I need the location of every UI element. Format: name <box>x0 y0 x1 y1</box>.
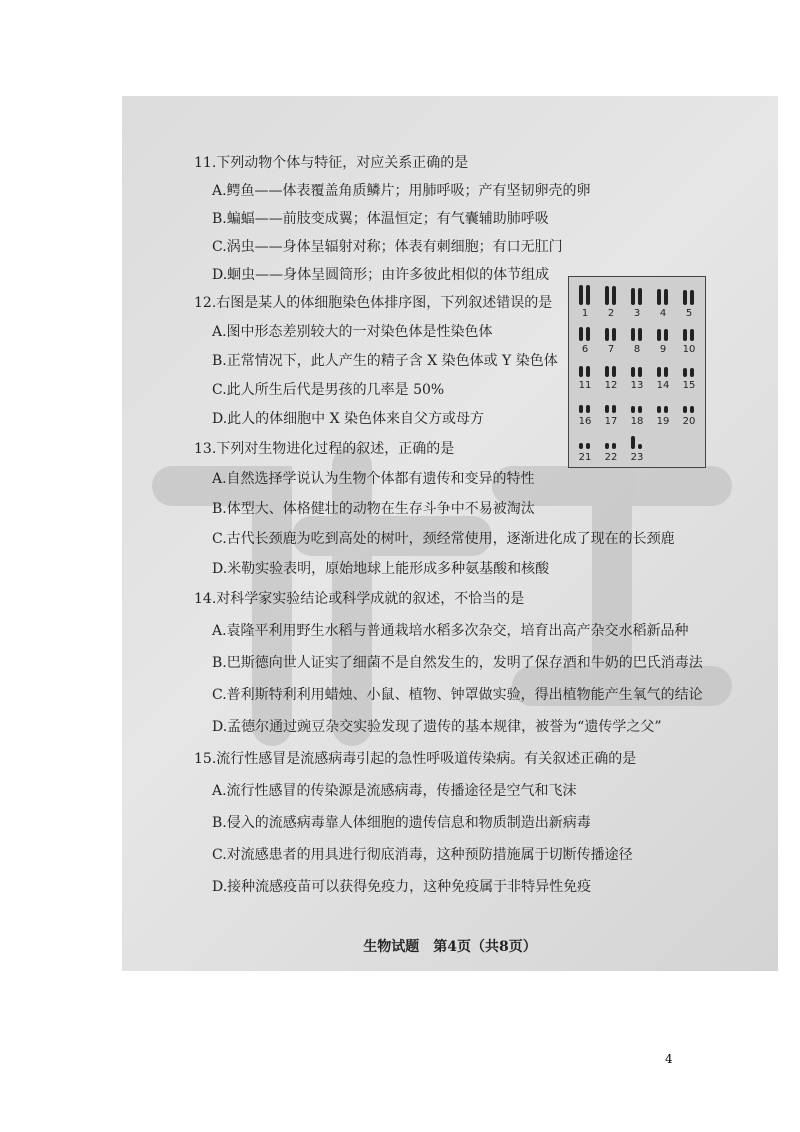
question-12-stem: 12.右图是某人的体细胞染色体排序图，下列叙述错误的是 <box>194 295 553 311</box>
question-12-option-d: D.此人的体细胞中 X 染色体来自父方或母方 <box>212 411 485 427</box>
chromosome-pair-22: 22 <box>599 427 623 463</box>
chromosome-pair-13: 13 <box>625 355 649 391</box>
exam-page-photo <box>122 96 778 971</box>
chromosome-pair-14: 14 <box>651 355 675 391</box>
chromosome-pair-11: 11 <box>573 355 597 391</box>
karyotype-row <box>569 391 705 427</box>
question-11-option-c: C.涡虫——身体呈辐射对称；体表有刺细胞；有口无肛门 <box>212 239 563 255</box>
chromosome-pair-9: 9 <box>651 319 675 355</box>
question-15-stem: 15.流行性感冒是流感病毒引起的急性呼吸道传染病。有关叙述正确的是 <box>194 751 637 767</box>
chromosome-pair-23: 23 <box>625 427 649 463</box>
chromosome-pair-15: 15 <box>677 355 701 391</box>
karyotype-row <box>569 319 705 355</box>
question-15-option-b: B.侵入的流感病毒靠人体细胞的遗传信息和物质制造出新病毒 <box>212 815 591 831</box>
question-13-stem: 13.下列对生物进化过程的叙述，正确的是 <box>194 441 455 457</box>
question-14-option-c: C.普利斯特利利用蜡烛、小鼠、植物、钟罩做实验，得出植物能产生氧气的结论 <box>212 687 703 703</box>
question-14-stem: 14.对科学家实验结论或科学成就的叙述，不恰当的是 <box>194 591 525 607</box>
karyotype-row <box>569 427 705 463</box>
question-12-option-a: A.图中形态差别较大的一对染色体是性染色体 <box>212 324 493 340</box>
question-15-option-a: A.流行性感冒的传染源是流感病毒，传播途径是空气和飞沫 <box>212 783 577 799</box>
question-11-option-d: D.蛔虫——身体呈圆筒形；由许多彼此相似的体节组成 <box>212 267 550 283</box>
question-13-option-c: C.古代长颈鹿为吃到高处的树叶，颈经常使用，逐渐进化成了现在的长颈鹿 <box>212 531 675 547</box>
chromosome-pair-8: 8 <box>625 319 649 355</box>
chromosome-pair-3: 3 <box>625 283 649 319</box>
question-15-option-d: D.接种流感疫苗可以获得免疫力，这种免疫属于非特异性免疫 <box>212 879 592 895</box>
question-11-option-b: B.蝙蝠——前肢变成翼；体温恒定；有气囊辅助肺呼吸 <box>212 211 549 227</box>
question-13-option-b: B.体型大、体格健壮的动物在生存斗争中不易被淘汰 <box>212 501 535 517</box>
page-number: 4 <box>665 1052 673 1066</box>
question-11-option-a: A.鳄鱼——体表覆盖角质鳞片；用肺呼吸；产有坚韧卵壳的卵 <box>212 183 591 199</box>
question-14-option-d: D.孟德尔通过豌豆杂交实验发现了遗传的基本规律，被誉为“遗传学之父” <box>212 719 662 735</box>
chromosome-pair-19: 19 <box>651 391 675 427</box>
karyotype-row <box>569 283 705 319</box>
page-footer: 生物试题 第4页（共8页） <box>363 939 537 955</box>
question-12-option-c: C.此人所生后代是男孩的几率是 50% <box>212 382 445 398</box>
karyotype-figure <box>568 276 706 468</box>
chromosome-pair-18: 18 <box>625 391 649 427</box>
chromosome-pair-1: 1 <box>573 283 597 319</box>
question-15-option-c: C.对流感患者的用具进行彻底消毒，这种预防措施属于切断传播途径 <box>212 847 633 863</box>
chromosome-pair-20: 20 <box>677 391 701 427</box>
chromosome-pair-5: 5 <box>677 283 701 319</box>
question-13-option-d: D.米勒实验表明，原始地球上能形成多种氨基酸和核酸 <box>212 561 550 577</box>
karyotype-row <box>569 355 705 391</box>
question-11-stem: 11.下列动物个体与特征，对应关系正确的是 <box>194 155 469 171</box>
chromosome-pair-2: 2 <box>599 283 623 319</box>
question-14-option-a: A.袁隆平利用野生水稻与普通栽培水稻多次杂交，培育出高产杂交水稻新品种 <box>212 623 689 639</box>
chromosome-pair-10: 10 <box>677 319 701 355</box>
chromosome-pair-16: 16 <box>573 391 597 427</box>
chromosome-pair-12: 12 <box>599 355 623 391</box>
chromosome-pair-21: 21 <box>573 427 597 463</box>
chromosome-pair-7: 7 <box>599 319 623 355</box>
chromosome-pair-6: 6 <box>573 319 597 355</box>
chromosome-pair-17: 17 <box>599 391 623 427</box>
chromosome-pair-4: 4 <box>651 283 675 319</box>
question-13-option-a: A.自然选择学说认为生物个体都有遗传和变异的特性 <box>212 471 535 487</box>
question-14-option-b: B.巴斯德向世人证实了细菌不是自然发生的，发明了保存酒和牛奶的巴氏消毒法 <box>212 655 703 671</box>
question-12-option-b: B.正常情况下，此人产生的精子含 X 染色体或 Y 染色体 <box>212 353 558 369</box>
